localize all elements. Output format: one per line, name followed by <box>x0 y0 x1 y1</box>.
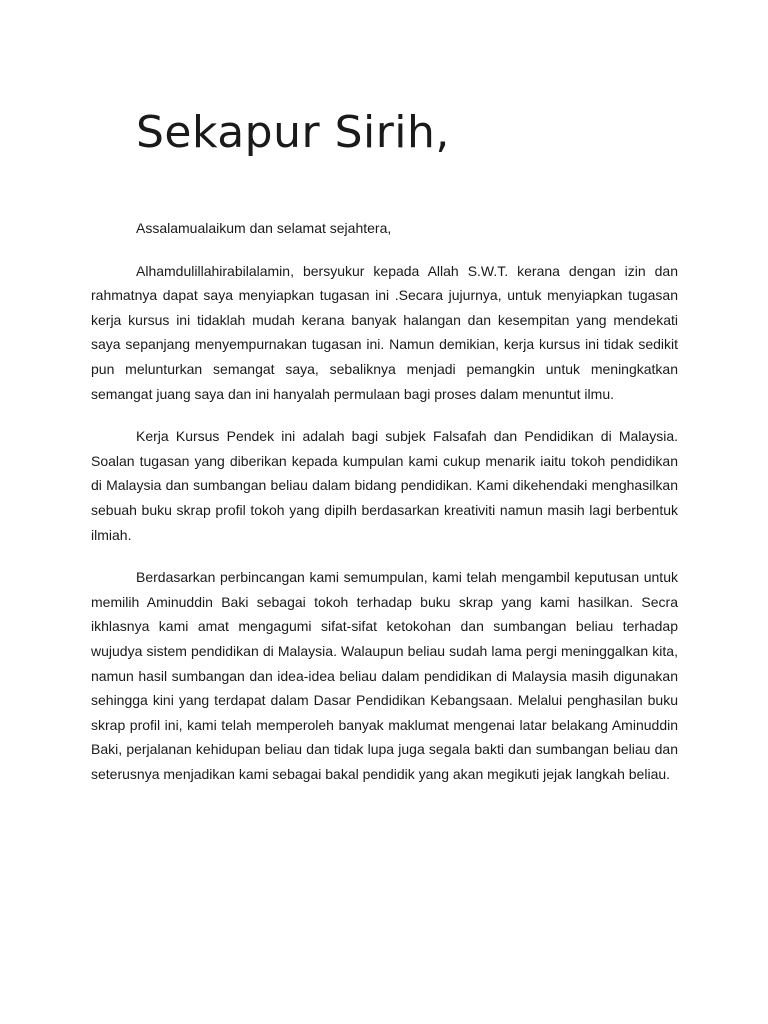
document-body <box>91 216 678 804</box>
greeting-line: Assalamualaikum dan selamat sejahtera, <box>136 220 392 236</box>
paragraph-gratitude: Alhamdulillahirabilalamin, bersyukur kepada Allah S.W.T. kerana dengan izin dan rahmatnya dapat saya menyiapkan tugasan ini .Secara jujurnya, untuk menyiapkan tugasan kerja kursus ini tidaklah mudah kerana banyak halangan dan kesempitan yang mendekati saya sepanjang menyempurnakan tugasan ini. Namun demikian, kerja kursus ini tidak sedikit pun melunturkan semangat saya, sebaliknya menjadi pemangkin untuk meningkatkan semangat juang saya dan ini hanyalah permulaan bagi proses dalam menuntut ilmu. <box>91 262 678 402</box>
paragraph-choice: Berdasarkan perbincangan kami semumpulan, kami telah mengambil keputusan untuk memilih Aminuddin Baki sebagai tokoh terhadap buku skrap yang kami hasilkan. Secra ikhlasnya kami amat mengagumi sifat-sifat ketokohan dan sumbangan beliau terhadap wujudya sistem pendidikan di Malaysia. Walaupun beliau sudah lama pergi meninggalkan kita, namun hasil sumbangan dan idea-idea beliau dalam pendidikan di Malaysia masih digunakan sehingga kini yang terdapat dalam Dasar Pendidikan Kebangsaan. Melalui penghasilan buku skrap profil ini, kami telah memperoleh banyak maklumat mengenai latar belakang Aminuddin Baki, perjalanan kehidupan beliau dan tidak lupa juga segala bakti dan sumbangan beliau dan seterusnya menjadikan kami sebagai bakal pendidik yang akan megikuti jejak langkah beliau. <box>91 569 678 782</box>
paragraph-coursework: Kerja Kursus Pendek ini adalah bagi subjek Falsafah dan Pendidikan di Malaysia. Soalan tugasan yang diberikan kepada kumpulan kami cukup menarik iaitu tokoh pendidikan di Malaysia dan sumbangan beliau dalam bidang pendidikan. Kami dikehendaki menghasilkan sebuah buku skrap profil tokoh yang dipilh berdasarkan kreativiti namun masih lagi berbentuk ilmiah. <box>91 428 678 543</box>
page-title: Sekapur Sirih, <box>136 107 450 158</box>
